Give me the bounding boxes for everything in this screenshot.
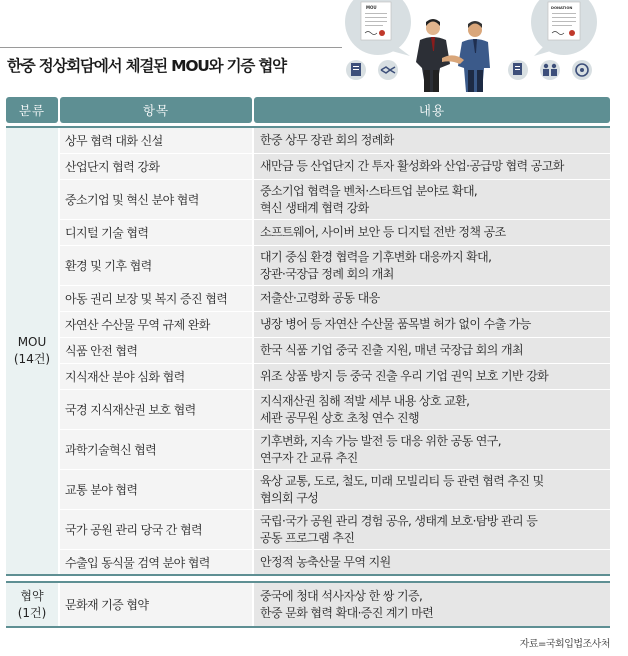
group-bottom-border (6, 626, 610, 628)
table-row (60, 364, 610, 389)
header-category: 분류 (6, 97, 58, 123)
document-pen-icon (508, 60, 528, 80)
row-content: 대기 중심 환경 협력을 기후변화 대응까지 확대, 장관·국장급 정례 회의 개최 (254, 246, 610, 285)
group-count: (1건) (17, 605, 47, 620)
table-row (60, 128, 610, 153)
table-row (60, 338, 610, 363)
clipboard-icon (346, 60, 366, 80)
table-row (60, 312, 610, 337)
row-item: 아동 권리 보장 및 복지 증진 협력 (60, 286, 252, 311)
row-content: 소프트웨어, 사이버 보안 등 디지털 전반 정책 공조 (254, 220, 610, 245)
title-divider (0, 47, 342, 48)
table-row (60, 180, 610, 219)
row-content: 국립·국가 공원 관리 경험 공유, 생태계 보호·탐방 관리 등 공동 프로그램 추진 (254, 510, 610, 549)
target-icon (572, 60, 592, 80)
row-item: 국가 공원 관리 당국 간 협력 (60, 510, 252, 549)
row-content: 기후변화, 지속 가능 발전 등 대응 위한 공동 연구, 연구자 간 교류 추진 (254, 430, 610, 469)
row-item: 식품 안전 협력 (60, 338, 252, 363)
row-content: 육상 교통, 도로, 철도, 미래 모빌리티 등 관련 협력 추진 및 협의회 구성 (254, 470, 610, 509)
group-name: 협약 (20, 588, 44, 603)
group-name: MOU (17, 335, 47, 349)
header-item: 항목 (60, 97, 252, 123)
row-content: 위조 상품 방지 등 중국 진출 우리 기업 권익 보호 기반 강화 (254, 364, 610, 389)
row-item: 교통 분야 협력 (60, 470, 252, 509)
row-item: 디지털 기술 협력 (60, 220, 252, 245)
team-icon (540, 60, 560, 80)
group-count: (14건) (13, 352, 51, 366)
agreement-icon (378, 60, 398, 80)
table-row (60, 470, 610, 509)
row-content: 한중 상무 장관 회의 정례화 (254, 128, 610, 153)
row-item: 국경 지식재산권 보호 협력 (60, 390, 252, 429)
page-title: 한중 정상회담에서 체결된 MOU와 기증 협약 (7, 57, 286, 75)
row-item: 과학기술혁신 협력 (60, 430, 252, 469)
row-item: 산업단지 협력 강화 (60, 154, 252, 179)
donation-doc-label: DONATION (551, 6, 573, 10)
header-content: 내용 (254, 97, 610, 123)
row-content: 저출산·고령화 공동 대응 (254, 286, 610, 311)
group-label-agreement (6, 581, 58, 628)
handshake-illustration (338, 0, 628, 92)
row-content: 중소기업 협력을 벤처·스타트업 분야로 확대, 혁신 생태계 협력 강화 (254, 180, 610, 219)
row-item: 수출입 동식물 검역 분야 협력 (60, 550, 252, 574)
table-row (60, 390, 610, 429)
row-item: 중소기업 및 혁신 분야 협력 (60, 180, 252, 219)
row-content: 한국 식품 기업 중국 진출 지원, 매년 국장급 회의 개최 (254, 338, 610, 363)
group-bottom-border (6, 574, 610, 576)
row-item: 상무 협력 대화 신설 (60, 128, 252, 153)
donation-document-icon (531, 0, 597, 56)
table-row (60, 510, 610, 549)
table-row (60, 583, 610, 626)
table-row (60, 246, 610, 285)
row-content: 중국에 청대 석사자상 한 쌍 기증, 한중 문화 협력 확대·증진 계기 마련 (254, 583, 610, 626)
table-row (60, 550, 610, 574)
source-note: 자료=국회입법조사처 (519, 639, 610, 650)
row-item: 문화재 기증 협약 (60, 583, 252, 626)
row-content: 지식재산권 침해 적발 세부 내용 상호 교환, 세관 공무원 상호 초청 연수 진행 (254, 390, 610, 429)
mou-doc-label: MOU (366, 5, 377, 10)
table-row (60, 220, 610, 245)
row-content: 안정적 농축산물 무역 지원 (254, 550, 610, 574)
row-item: 자연산 수산물 무역 규제 완화 (60, 312, 252, 337)
table-row (60, 286, 610, 311)
row-content: 새만금 등 산업단지 간 투자 활성화와 산업·공급망 협력 공고화 (254, 154, 610, 179)
table-row (60, 430, 610, 469)
row-item: 환경 및 기후 협력 (60, 246, 252, 285)
row-content: 냉장 병어 등 자연산 수산물 품목별 허가 없이 수출 가능 (254, 312, 610, 337)
businessmen-icon (416, 19, 490, 92)
mou-document-icon (345, 0, 411, 56)
table-row (60, 154, 610, 179)
group-label-mou (6, 126, 58, 576)
row-item: 지식재산 분야 심화 협력 (60, 364, 252, 389)
